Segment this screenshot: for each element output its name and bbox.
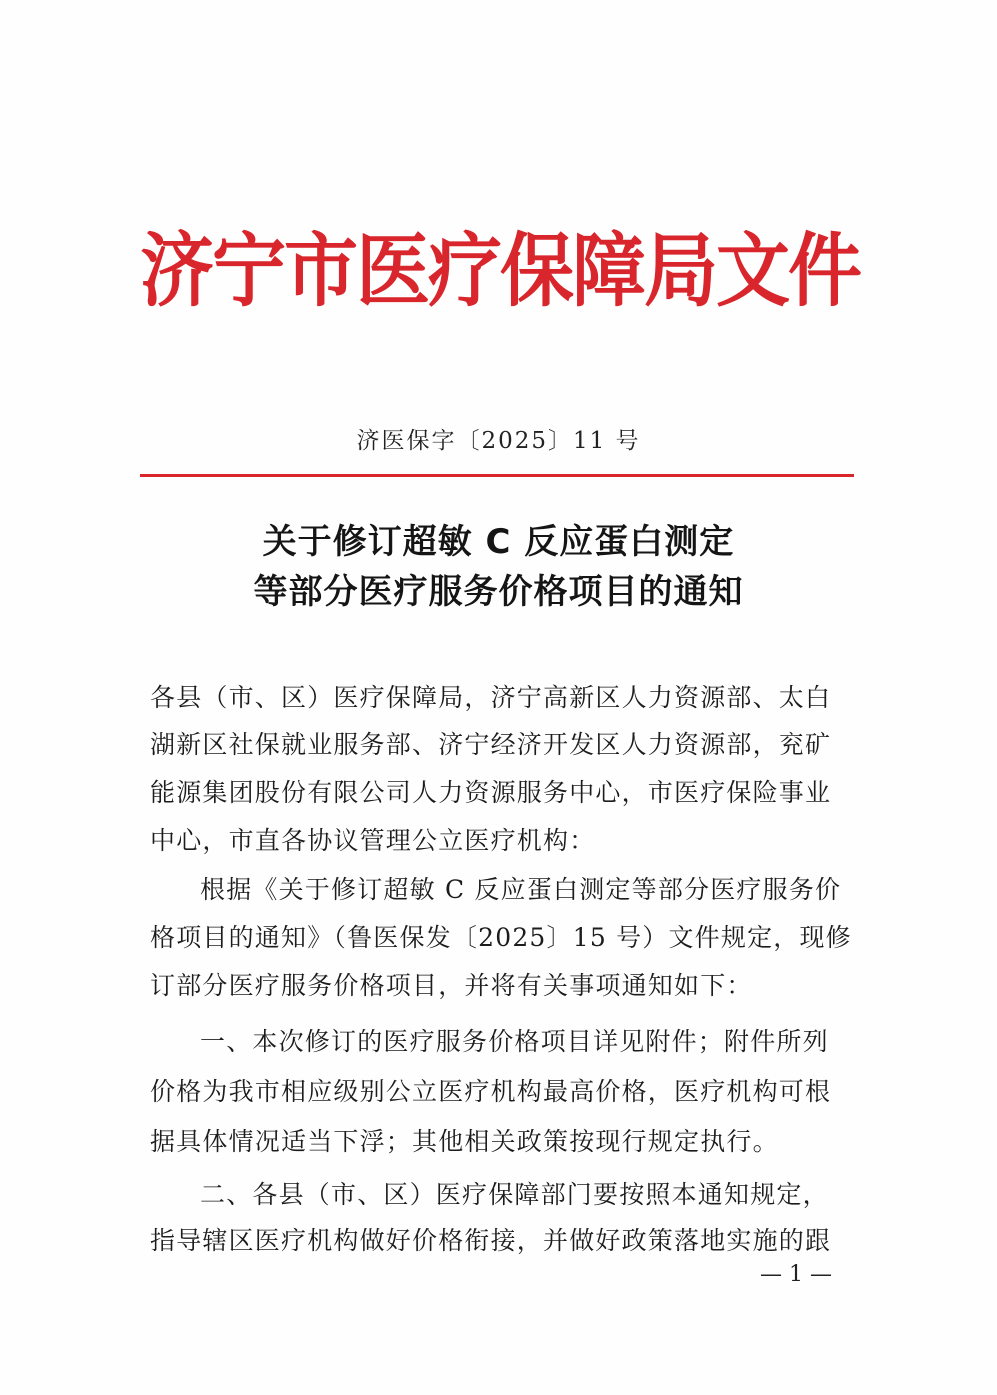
body-line: 能源集团股份有限公司人力资源服务中心，市医疗保险事业 <box>150 778 832 807</box>
body-line: 中心，市直各协议管理公立医疗机构： <box>150 826 596 855</box>
body-line: 据具体情况适当下浮；其他相关政策按现行规定执行。 <box>150 1127 779 1156</box>
document-number: 济医保字〔2025〕11 号 <box>356 428 641 454</box>
body-line: 各县（市、区）医疗保障局，济宁高新区人力资源部、太白 <box>150 683 832 712</box>
body-line: 格项目的通知》（鲁医保发〔2025〕15 号）文件规定，现修 <box>150 923 852 952</box>
document-title-line-2: 等部分医疗服务价格项目的通知 <box>253 572 744 612</box>
body-line: 价格为我市相应级别公立医疗机构最高价格，医疗机构可根 <box>150 1077 832 1106</box>
document-title-line-1: 关于修订超敏 C 反应蛋白测定 <box>262 522 735 562</box>
body-line: 订部分医疗服务价格项目，并将有关事项通知如下： <box>150 971 753 1000</box>
page-number: — 1 — <box>760 1262 832 1287</box>
masthead-title: 济宁市医疗保障局文件 <box>140 225 860 318</box>
body-line: 一、本次修订的医疗服务价格项目详见附件；附件所列 <box>200 1027 829 1056</box>
red-divider-line <box>140 474 854 477</box>
body-line: 指导辖区医疗机构做好价格衔接，并做好政策落地实施的跟 <box>150 1226 832 1255</box>
body-line: 根据《关于修订超敏 C 反应蛋白测定等部分医疗服务价 <box>200 875 842 904</box>
body-line: 二、各县（市、区）医疗保障部门要按照本通知规定， <box>200 1180 829 1209</box>
body-line: 湖新区社保就业服务部、济宁经济开发区人力资源部，兖矿 <box>150 730 832 759</box>
